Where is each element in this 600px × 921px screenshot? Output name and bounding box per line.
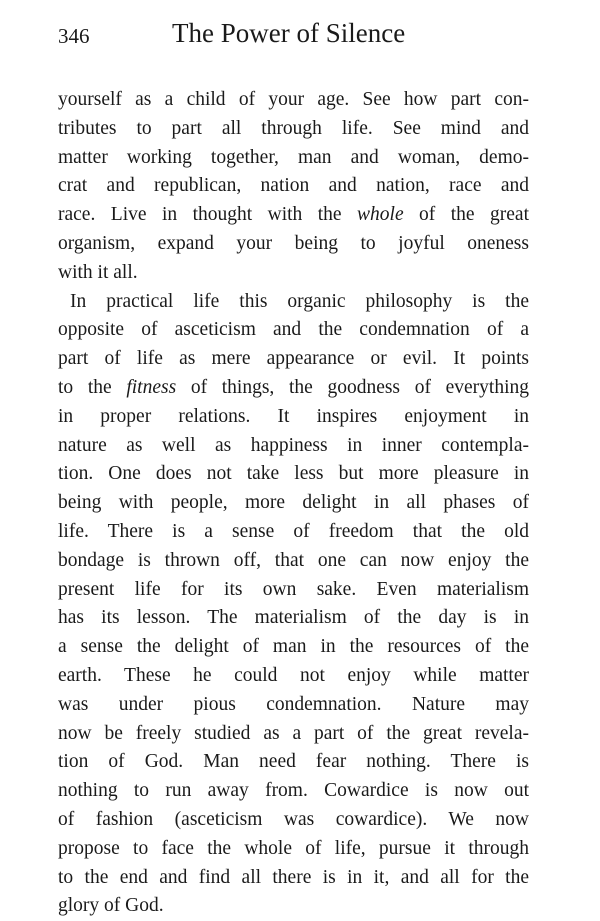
text-line: tributes to part all through life. See mind and (58, 117, 529, 139)
text-line: bondage is thrown off, that one can now enjoy the (58, 549, 529, 571)
page-body (58, 86, 529, 921)
text-line: part of life as mere appearance or evil. It points (58, 348, 529, 370)
text-line: crat and republican, nation and nation, race and (58, 175, 529, 197)
text-line: opposite of asceticism and the condemnation of a (58, 319, 529, 341)
text-line: has its lesson. The materialism of the day is in (58, 607, 529, 629)
text-line: with it all. (58, 261, 138, 283)
text-line: being with people, more delight in all phases of (58, 492, 529, 514)
text-line: a sense the delight of man in the resources of the (58, 636, 529, 658)
text-segment: to the (58, 376, 127, 398)
text-line: glory of God. (58, 895, 164, 917)
text-segment: of things, the goodness of everything (176, 376, 529, 398)
italic-word: whole (357, 204, 404, 226)
text-line: life. There is a sense of freedom that the old (58, 520, 529, 542)
text-line: matter working together, man and woman, demo- (58, 146, 529, 168)
italic-word: fitness (126, 376, 177, 398)
running-title: The Power of Silence (172, 18, 406, 48)
text-line: nothing to run away from. Cowardice is now out (58, 780, 529, 802)
text-line: nature as well as happiness in inner contempla- (58, 434, 529, 456)
text-line (58, 201, 529, 230)
paragraph (58, 288, 529, 921)
text-line: of fashion (asceticism was cowardice). We now (58, 808, 529, 830)
text-line (58, 374, 529, 403)
page-header (58, 18, 528, 58)
text-line: tion. One does not take less but more pleasure in (58, 463, 529, 485)
text-segment: of the great (403, 204, 529, 226)
page-number: 346 (58, 24, 90, 48)
text-line: in proper relations. It inspires enjoyment in (58, 405, 529, 427)
text-segment: race. Live in thought with the (58, 204, 358, 226)
text-line: yourself as a child of your age. See how part con- (58, 89, 529, 110)
text-line: was under pious condemnation. Nature may (58, 693, 529, 715)
text-line: present life for its own sake. Even materialism (58, 578, 529, 600)
text-line: tion of God. Man need fear nothing. There is (58, 751, 529, 773)
text-line: organism, expand your being to joyful oneness (58, 232, 529, 254)
paragraph (58, 86, 529, 288)
text-line: now be freely studied as a part of the great revela- (58, 722, 529, 744)
text-line: In practical life this organic philosophy is the (70, 290, 529, 312)
text-line: earth. These he could not enjoy while matter (58, 664, 529, 686)
text-line: propose to face the whole of life, pursue it through (58, 837, 529, 859)
text-line: to the end and find all there is in it, and all for the (58, 866, 529, 888)
